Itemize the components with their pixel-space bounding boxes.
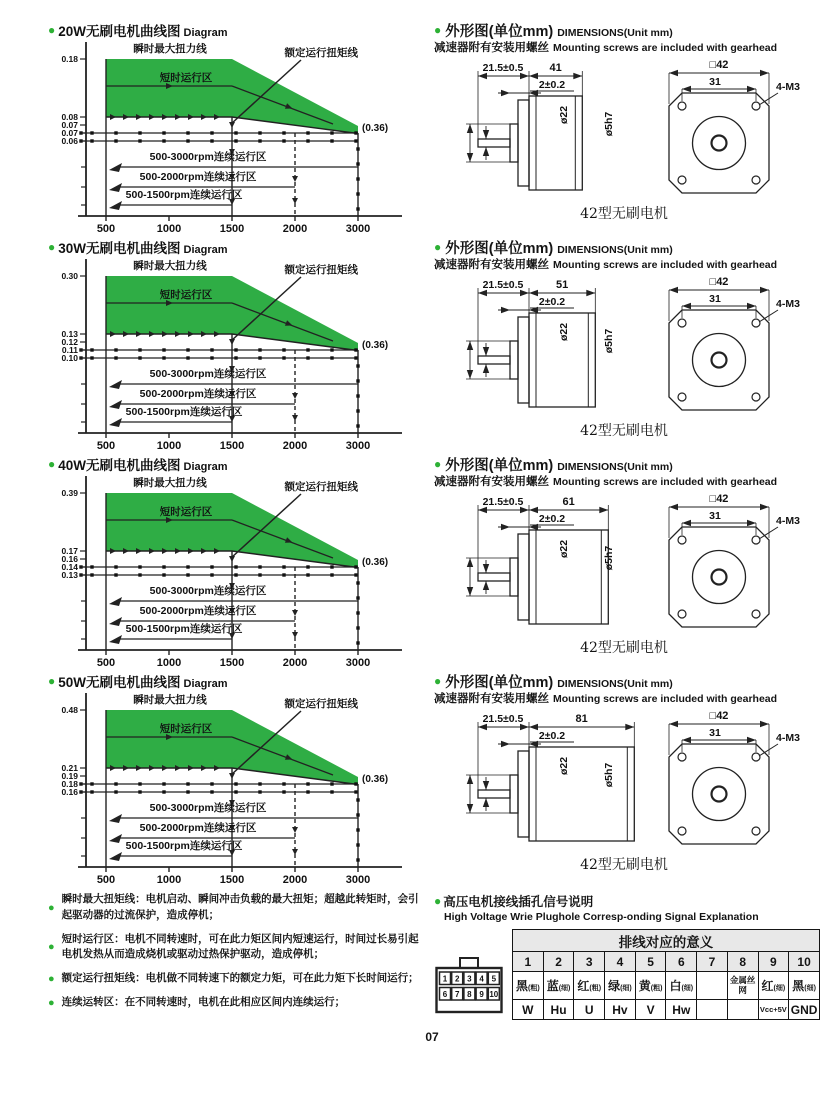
shaft-step-dim: 2±0.2 xyxy=(538,296,566,308)
signal-row xyxy=(513,1000,820,1020)
legend-notes xyxy=(48,892,434,1020)
note-bullet-icon: ● xyxy=(48,941,55,954)
dim-subheader-cn: 减速器附有安装用螺丝 xyxy=(434,259,549,271)
pin-number-row xyxy=(513,952,820,972)
dim-caption: 42型无刷电机 xyxy=(580,423,668,439)
y-tick-label: 0.10 xyxy=(61,353,78,363)
pin-number-cell: 8 xyxy=(727,952,758,972)
signal-cell: Vcc+5V xyxy=(758,1000,789,1020)
x-tick-label: 500 xyxy=(96,440,116,452)
x-tick-label: 3000 xyxy=(345,657,371,669)
zone-label: 500-1500rpm连续运行区 xyxy=(125,406,243,418)
dim-subheader-en: Mounting screws are included with gearhead xyxy=(553,476,778,488)
chart-title-cn: 20W无刷电机曲线图 xyxy=(58,24,181,39)
wire-color-main: 黑 xyxy=(792,979,805,993)
wire-color-note: (粗) xyxy=(589,985,602,992)
dim-caption: 42型无刷电机 xyxy=(580,640,668,656)
peak-line-label: 瞬时最大扭力线 xyxy=(133,694,207,706)
pilot-diameter-dim: ø22 xyxy=(558,756,570,776)
dim-subheader-en: Mounting screws are included with gearhead xyxy=(553,259,778,271)
wire-color-note: (细) xyxy=(620,985,632,992)
bolt-span-dim: 31 xyxy=(709,293,721,305)
y-tick-label: 0.13 xyxy=(61,570,78,580)
rated-line-label: 额定运行扭矩线 xyxy=(284,481,358,493)
chart-title-cn: 40W无刷电机曲线图 xyxy=(58,458,181,473)
body-length-dim: 61 xyxy=(562,496,575,508)
note-item xyxy=(48,892,426,924)
diameter-dimensions xyxy=(466,540,615,596)
table-caption-row xyxy=(513,930,820,952)
dim-header-cn: 外形图(单位mm) xyxy=(445,24,554,40)
x-tick-label: 1000 xyxy=(156,657,182,669)
chart-title-en: Diagram xyxy=(183,461,228,473)
zone-label: 500-3000rpm连续运行区 xyxy=(149,368,267,380)
note-bullet-icon: ● xyxy=(48,901,55,914)
pin-number-cell: 3 xyxy=(574,952,605,972)
wire-color-note: (细) xyxy=(773,985,786,992)
front-dimensions xyxy=(669,710,800,756)
right-end-label: (0.36) xyxy=(362,774,389,785)
dim-subheader-cn: 减速器附有安装用螺丝 xyxy=(434,693,549,705)
length-dimensions xyxy=(478,279,595,356)
dimension-section-4 xyxy=(434,671,816,888)
x-tick-label: 3000 xyxy=(345,874,371,886)
diameter-dimensions xyxy=(466,106,615,162)
dim-header-cn: 外形图(单位mm) xyxy=(445,458,554,474)
note-item xyxy=(48,995,426,1011)
wire-color-cell xyxy=(758,972,789,1000)
x-tick-label: 1500 xyxy=(219,223,245,235)
wire-color-cell xyxy=(697,972,728,1000)
y-tick-label: 0.19 xyxy=(61,771,78,781)
shaft-diameter-dim: ø5h7 xyxy=(603,328,615,354)
rated-line-label: 额定运行扭矩线 xyxy=(284,698,358,710)
short-zone-label: 短时运行区 xyxy=(159,506,213,518)
continuous-lines xyxy=(79,565,358,576)
front-view xyxy=(669,310,769,410)
y-tick-label: 0.18 xyxy=(61,779,78,789)
shaft-step-dim: 2±0.2 xyxy=(538,730,566,742)
x-tick-label: 3000 xyxy=(345,223,371,235)
bolt-holes-label: 4-M3 xyxy=(776,81,800,93)
dim-subheader xyxy=(434,690,816,707)
note-text: 额定运行扭矩线：电机做不同转速下的额定力矩，可在此力矩下长时间运行； xyxy=(61,972,419,984)
plughole-title-en: High Voltage Wrie Plughole Corresp-onding Signal Explanation xyxy=(444,911,759,923)
square-size-dim: □42 xyxy=(709,493,729,505)
chart-bullet-icon: ● xyxy=(48,239,56,254)
dim-subheader-cn: 减速器附有安装用螺丝 xyxy=(434,476,549,488)
dimension-drawing xyxy=(434,56,814,196)
wire-color-main: 黄 xyxy=(638,979,651,993)
torque-chart xyxy=(48,690,420,888)
pin-number-cell: 2 xyxy=(543,952,574,972)
connector-pin-number: 8 xyxy=(467,990,472,999)
signal-cell: Hu xyxy=(543,1000,574,1020)
x-tick-label: 500 xyxy=(96,874,116,886)
bolt-span-dim: 31 xyxy=(709,510,721,522)
signal-cell: U xyxy=(574,1000,605,1020)
wire-color-note: (细) xyxy=(558,985,571,992)
wire-color-cell xyxy=(574,972,605,1000)
zone-label: 500-2000rpm连续运行区 xyxy=(139,605,257,617)
torque-chart xyxy=(48,39,420,237)
y-tick-label: 0.06 xyxy=(61,136,78,146)
note-text: 瞬时最大扭矩线：电机启动、瞬间冲击负载的最大扭矩；超越此转矩时，会引起驱动器的过流保护，造成停机； xyxy=(61,893,419,921)
y-tick-label: 0.21 xyxy=(61,763,78,773)
chart-title-en: Diagram xyxy=(183,27,228,39)
x-tick-label: 1500 xyxy=(219,874,245,886)
right-end-label: (0.36) xyxy=(362,557,389,568)
signal-cell: W xyxy=(513,1000,544,1020)
signal-cell: Hw xyxy=(666,1000,697,1020)
rated-line-label: 额定运行扭矩线 xyxy=(284,47,358,59)
zone-label: 500-3000rpm连续运行区 xyxy=(149,585,267,597)
dim-header-en: DIMENSIONS(Unit mm) xyxy=(557,244,673,256)
pin-number-cell: 10 xyxy=(789,952,820,972)
plughole-title xyxy=(434,892,816,910)
chart-title-cn: 50W无刷电机曲线图 xyxy=(58,675,181,690)
front-dimensions xyxy=(669,59,800,105)
dim-header-en: DIMENSIONS(Unit mm) xyxy=(557,461,673,473)
section-bullet-icon: ● xyxy=(434,22,442,37)
plughole-content xyxy=(434,929,816,1020)
zone-row xyxy=(109,405,243,427)
dim-caption: 42型无刷电机 xyxy=(580,857,668,873)
section-bullet-icon: ● xyxy=(434,239,442,254)
table-caption: 排线对应的意义 xyxy=(513,930,820,952)
x-tick-label: 2000 xyxy=(282,223,308,235)
pin-number-cell: 9 xyxy=(758,952,789,972)
zone-label: 500-2000rpm连续运行区 xyxy=(139,388,257,400)
zone-row xyxy=(109,801,358,823)
wire-color-main: 绿 xyxy=(608,979,621,993)
zone-row xyxy=(109,367,358,389)
front-view xyxy=(669,527,769,627)
chart-title xyxy=(48,237,434,256)
shaft-diameter-dim: ø5h7 xyxy=(603,111,615,137)
side-view xyxy=(478,747,634,841)
wire-color-row xyxy=(513,972,820,1000)
y-tick-label: 0.16 xyxy=(61,554,78,564)
chart-bullet-icon: ● xyxy=(48,22,56,37)
bolt-holes-label: 4-M3 xyxy=(776,732,800,744)
peak-line-label: 瞬时最大扭力线 xyxy=(133,477,207,489)
pin-number-cell: 6 xyxy=(666,952,697,972)
note-bullet-icon: ● xyxy=(48,972,55,985)
chart-title xyxy=(48,671,434,690)
zone-row xyxy=(109,150,358,172)
x-tick-label: 1000 xyxy=(156,440,182,452)
x-tick-label: 1000 xyxy=(156,223,182,235)
square-size-dim: □42 xyxy=(709,59,729,71)
side-view xyxy=(478,530,608,624)
connector-plug-icon xyxy=(434,955,504,1015)
zone-label: 500-1500rpm连续运行区 xyxy=(125,840,243,852)
chart-title-en: Diagram xyxy=(183,244,228,256)
signal-cell: V xyxy=(635,1000,666,1020)
connector-pin-number: 5 xyxy=(491,974,497,984)
wire-color-cell xyxy=(543,972,574,1000)
x-tick-label: 2000 xyxy=(282,874,308,886)
front-view xyxy=(669,744,769,844)
wire-color-main: 金属丝网 xyxy=(729,975,756,995)
y-tick-label: 0.07 xyxy=(61,128,78,138)
dim-subheader-en: Mounting screws are included with gearhead xyxy=(553,42,778,54)
shaft-step-dim: 2±0.2 xyxy=(538,79,566,91)
front-length-dim: 21.5±0.5 xyxy=(482,496,524,508)
connector-pin-number: 7 xyxy=(454,990,460,999)
zone-row xyxy=(109,839,243,861)
bolt-holes-label: 4-M3 xyxy=(776,298,800,310)
dimension-section-1 xyxy=(434,20,816,237)
note-bullet-icon: ● xyxy=(48,996,55,1009)
y-tick-label: 0.14 xyxy=(61,562,78,572)
plughole-title-cn: 高压电机接线插孔信号说明 xyxy=(443,895,594,909)
diameter-dimensions xyxy=(466,757,615,813)
body-length-dim: 41 xyxy=(549,62,562,74)
right-end-label: (0.36) xyxy=(362,123,389,134)
torque-chart xyxy=(48,473,420,671)
zone-label: 500-1500rpm连续运行区 xyxy=(125,189,243,201)
signal-cell: Hv xyxy=(605,1000,636,1020)
bolt-span-dim: 31 xyxy=(709,76,721,88)
dim-subheader-cn: 减速器附有安装用螺丝 xyxy=(434,42,549,54)
peak-line-label: 瞬时最大扭力线 xyxy=(133,260,207,272)
chart-section-2 xyxy=(48,237,434,454)
zone-label: 500-1500rpm连续运行区 xyxy=(125,623,243,635)
peak-line-label: 瞬时最大扭力线 xyxy=(133,43,207,55)
shaft-diameter-dim: ø5h7 xyxy=(603,545,615,571)
chart-title-en: Diagram xyxy=(183,678,228,690)
short-zone-label: 短时运行区 xyxy=(159,723,213,735)
dimension-section-3 xyxy=(434,454,816,671)
y-tick-label: 0.17 xyxy=(61,546,78,556)
dim-header-cn: 外形图(单位mm) xyxy=(445,675,554,691)
wire-color-cell xyxy=(789,972,820,1000)
dim-header-en: DIMENSIONS(Unit mm) xyxy=(557,678,673,690)
short-zone-label: 短时运行区 xyxy=(159,72,213,84)
body-length-dim: 81 xyxy=(575,713,588,725)
dim-header xyxy=(434,671,816,690)
wire-color-note: (粗) xyxy=(650,985,663,992)
x-tick-label: 2000 xyxy=(282,657,308,669)
continuous-lines xyxy=(79,782,358,793)
pin-number-cell: 5 xyxy=(635,952,666,972)
bottom-section xyxy=(48,892,816,1020)
y-tick-label: 0.08 xyxy=(61,112,78,122)
zone-label: 500-3000rpm连续运行区 xyxy=(149,802,267,814)
wire-color-main: 白 xyxy=(669,979,682,993)
body-length-dim: 51 xyxy=(556,279,569,291)
chart-section-1 xyxy=(48,20,434,237)
pilot-diameter-dim: ø22 xyxy=(558,105,570,125)
chart-title-cn: 30W无刷电机曲线图 xyxy=(58,241,181,256)
dim-subheader-en: Mounting screws are included with gearhead xyxy=(553,693,778,705)
short-zone-label: 短时运行区 xyxy=(159,289,213,301)
x-tick-label: 2000 xyxy=(282,440,308,452)
front-length-dim: 21.5±0.5 xyxy=(482,62,524,74)
wire-color-note: (细) xyxy=(681,985,694,992)
bolt-span-dim: 31 xyxy=(709,727,721,739)
chart-bullet-icon: ● xyxy=(48,456,56,471)
x-tick-label: 1500 xyxy=(219,657,245,669)
connector-pin-number: 3 xyxy=(467,974,472,984)
signal-cell xyxy=(727,1000,758,1020)
pilot-diameter-dim: ø22 xyxy=(558,322,570,342)
chart-section-4 xyxy=(48,671,434,888)
dim-caption: 42型无刷电机 xyxy=(580,206,668,222)
dim-header xyxy=(434,20,816,39)
wire-color-cell xyxy=(635,972,666,1000)
y-tick-label: 0.16 xyxy=(61,787,78,797)
dimension-drawing xyxy=(434,490,814,630)
length-dimensions xyxy=(478,62,582,139)
continuous-lines xyxy=(79,131,358,142)
diameter-dimensions xyxy=(466,323,615,379)
wire-color-cell xyxy=(605,972,636,1000)
dimension-drawing xyxy=(434,707,814,847)
connector-pin-number: 6 xyxy=(442,990,448,999)
y-tick-label: 0.18 xyxy=(61,54,78,64)
shaft-step-dim: 2±0.2 xyxy=(538,513,566,525)
plughole-section xyxy=(434,892,816,1020)
y-tick-label: 0.07 xyxy=(61,120,78,130)
connector-pin-number: 10 xyxy=(489,990,499,999)
main-grid xyxy=(48,20,816,888)
wire-color-note: (细) xyxy=(804,985,816,992)
zone-label: 500-3000rpm连续运行区 xyxy=(149,151,267,163)
note-text: 连续运转区：在不同转速时，电机在此相应区间内连续运行； xyxy=(61,995,346,1008)
wire-color-main: 黑 xyxy=(516,979,529,993)
front-length-dim: 21.5±0.5 xyxy=(482,279,524,291)
y-tick-label: 0.11 xyxy=(61,345,78,355)
connector-pin-number: 4 xyxy=(479,974,484,984)
dim-header-cn: 外形图(单位mm) xyxy=(445,241,554,257)
wire-color-cell xyxy=(666,972,697,1000)
note-text: 短时运行区：电机不同转速时，可在此力矩区间内短速运行，时间过长易引起电机发热从而造成烧机或驱动过热保护驱动，造成停机； xyxy=(61,932,419,961)
zone-label: 500-2000rpm连续运行区 xyxy=(139,171,257,183)
signal-table xyxy=(512,929,820,1020)
pilot-diameter-dim: ø22 xyxy=(558,539,570,559)
zone-row xyxy=(109,188,243,210)
chart-title xyxy=(48,454,434,473)
wire-color-main: 红 xyxy=(577,979,590,993)
y-tick-label: 0.39 xyxy=(61,488,78,498)
rated-line-label: 额定运行扭矩线 xyxy=(284,264,358,276)
section-bullet-icon: ● xyxy=(434,894,442,908)
chart-section-3 xyxy=(48,454,434,671)
right-end-label: (0.36) xyxy=(362,340,389,351)
x-tick-label: 1000 xyxy=(156,874,182,886)
dim-header xyxy=(434,454,816,473)
dimension-section-2 xyxy=(434,237,816,454)
y-tick-label: 0.12 xyxy=(61,337,78,347)
continuous-lines xyxy=(79,348,358,359)
x-tick-label: 500 xyxy=(96,223,116,235)
page-number: 07 xyxy=(425,1030,439,1044)
wire-color-cell xyxy=(727,972,758,1000)
pin-number-cell: 7 xyxy=(697,952,728,972)
square-size-dim: □42 xyxy=(709,276,729,288)
front-dimensions xyxy=(669,276,800,322)
wire-color-note: (粗) xyxy=(528,985,540,992)
torque-chart xyxy=(48,256,420,454)
length-dimensions xyxy=(478,496,608,573)
pin-number-cell: 1 xyxy=(513,952,544,972)
signal-table-host xyxy=(512,929,820,1020)
section-bullet-icon: ● xyxy=(434,456,442,471)
zone-row xyxy=(109,584,358,606)
x-tick-label: 3000 xyxy=(345,440,371,452)
wire-color-main: 蓝 xyxy=(546,979,559,993)
front-dimensions xyxy=(669,493,800,539)
square-size-dim: □42 xyxy=(709,710,729,722)
side-view xyxy=(478,313,595,407)
zone-label: 500-2000rpm连续运行区 xyxy=(139,822,257,834)
dim-header-en: DIMENSIONS(Unit mm) xyxy=(557,27,673,39)
section-bullet-icon: ● xyxy=(434,673,442,688)
connector-diagram xyxy=(434,955,504,1020)
dim-subheader xyxy=(434,39,816,56)
note-item xyxy=(48,932,426,964)
shaft-diameter-dim: ø5h7 xyxy=(603,762,615,788)
dimension-drawing xyxy=(434,273,814,413)
y-tick-label: 0.30 xyxy=(61,271,78,281)
front-length-dim: 21.5±0.5 xyxy=(482,713,524,725)
dim-subheader xyxy=(434,473,816,490)
dim-subheader xyxy=(434,256,816,273)
y-tick-label: 0.48 xyxy=(61,705,78,715)
connector-pin-number: 9 xyxy=(479,990,484,999)
wire-color-cell xyxy=(513,972,544,1000)
chart-title xyxy=(48,20,434,39)
signal-cell xyxy=(697,1000,728,1020)
pin-number-cell: 4 xyxy=(605,952,636,972)
wire-color-main: 红 xyxy=(761,979,774,993)
dim-header xyxy=(434,237,816,256)
x-tick-label: 1500 xyxy=(219,440,245,452)
y-tick-label: 0.13 xyxy=(61,329,78,339)
x-tick-label: 500 xyxy=(96,657,116,669)
zone-row xyxy=(109,622,243,644)
bolt-holes-label: 4-M3 xyxy=(776,515,800,527)
connector-pin-number: 1 xyxy=(442,974,448,984)
connector-pin-number: 2 xyxy=(454,974,460,984)
front-view xyxy=(669,93,769,193)
chart-bullet-icon: ● xyxy=(48,673,56,688)
note-item xyxy=(48,971,426,987)
signal-cell: GND xyxy=(789,1000,820,1020)
